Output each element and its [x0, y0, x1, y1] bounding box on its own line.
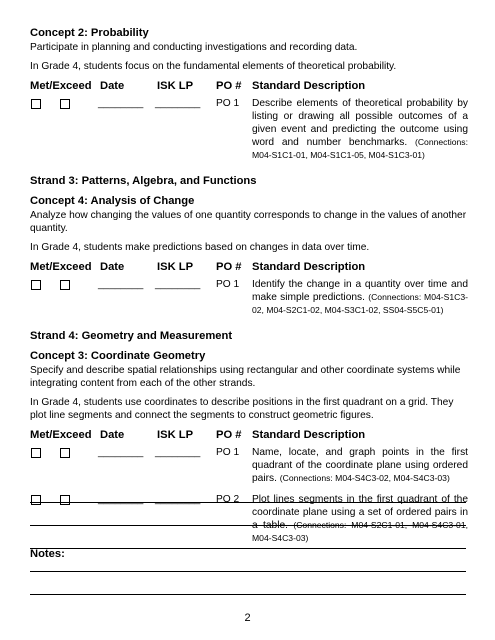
exceed-checkbox[interactable] [60, 448, 70, 458]
date-blank[interactable]: ________ [98, 279, 144, 290]
notes-line[interactable] [30, 594, 466, 595]
concept-2-grade-note: In Grade 4, students focus on the fundamental elements of theoretical probability. [30, 61, 397, 72]
col-standard-description: Standard Description [252, 261, 366, 273]
notes-line[interactable] [30, 548, 466, 549]
col-isk-lp: ISK LP [157, 80, 194, 92]
met-checkbox[interactable] [31, 448, 41, 458]
concept-3-description: Specify and describe spatial relationships using rectangular and other coordinate systems while integrating content from each of the other strands. [30, 365, 461, 389]
col-standard-description: Standard Description [252, 80, 366, 92]
date-blank[interactable]: ________ [98, 447, 144, 458]
concept-4-grade-note: In Grade 4, students make predictions based on changes in data over time. [30, 242, 370, 253]
notes-line[interactable] [30, 525, 466, 526]
connections: (Connections: M04-S4C3-02, M04-S4C3-03) [279, 473, 450, 483]
standard-row [30, 97, 468, 162]
met-checkbox[interactable] [31, 280, 41, 290]
col-isk-lp: ISK LP [157, 261, 194, 273]
isk-lp-blank[interactable]: ________ [155, 494, 201, 505]
standard-text: Identify the change in a quantity over time and make simple predictions. [252, 279, 468, 303]
standard-row [30, 278, 468, 317]
col-date: Date [100, 261, 125, 273]
standard-row [30, 493, 468, 545]
col-met-exceed: Met/Exceed [30, 261, 92, 273]
col-standard-description: Standard Description [252, 429, 366, 441]
standard-description [252, 97, 468, 162]
po-number: PO 1 [216, 279, 240, 290]
concept-2-title: Concept 2: Probability [30, 27, 149, 39]
isk-lp-blank[interactable]: ________ [155, 98, 201, 109]
col-met-exceed: Met/Exceed [30, 429, 92, 441]
exceed-checkbox[interactable] [60, 495, 70, 505]
col-po-number: PO # [216, 261, 242, 273]
connections: (Connections: M04-S2C1-01, M04-S4C3-01, M04-S4C3-03) [252, 520, 468, 543]
exceed-checkbox[interactable] [60, 99, 70, 109]
col-date: Date [100, 429, 125, 441]
standards-page [30, 26, 468, 561]
standard-text: Describe elements of theoretical probability by listing or drawing all possible outcomes of a given event and predicting the outcome using word and number benchmarks. [252, 98, 468, 148]
standard-description [252, 278, 468, 317]
isk-lp-blank[interactable]: ________ [155, 447, 201, 458]
date-blank[interactable]: ________ [98, 494, 144, 505]
col-po-number: PO # [216, 80, 242, 92]
standard-text: Name, locate, and graph points in the first quadrant of the coordinate plane using ordered pairs. [252, 447, 468, 484]
strand-3-title: Strand 3: Patterns, Algebra, and Functions [30, 175, 257, 187]
po-number: PO 1 [216, 98, 240, 109]
notes-line[interactable] [30, 502, 466, 503]
notes-label: Notes: [30, 548, 65, 560]
col-po-number: PO # [216, 429, 242, 441]
met-checkbox[interactable] [31, 99, 41, 109]
date-blank[interactable]: ________ [98, 98, 144, 109]
page-number: 2 [244, 612, 251, 624]
exceed-checkbox[interactable] [60, 280, 70, 290]
connections: (Connections: M04-S1C1-01, M04-S1C1-05, M04-S1C3-01) [252, 137, 468, 160]
column-header-row [30, 79, 468, 94]
col-met-exceed: Met/Exceed [30, 80, 92, 92]
notes-line[interactable] [30, 571, 466, 572]
standard-description [252, 493, 468, 545]
concept-4-title: Concept 4: Analysis of Change [30, 195, 195, 207]
concept-2-description: Participate in planning and conducting investigations and recording data. [30, 42, 358, 53]
col-date: Date [100, 80, 125, 92]
po-number: PO 1 [216, 447, 240, 458]
concept-3-title: Concept 3: Coordinate Geometry [30, 350, 206, 362]
isk-lp-blank[interactable]: ________ [155, 279, 201, 290]
met-checkbox[interactable] [31, 495, 41, 505]
col-isk-lp: ISK LP [157, 429, 194, 441]
column-header-row [30, 428, 468, 443]
po-number: PO 2 [216, 494, 240, 505]
connections: (Connections: M04-S1C3-02, M04-S2C1-02, M04-S3C1-02, SS04-S5C5-01) [252, 292, 468, 315]
strand-4-title: Strand 4: Geometry and Measurement [30, 330, 233, 342]
standard-text: Plot lines segments in the first quadrant of the coordinate plane using a set of ordered pairs in a table. [252, 494, 468, 531]
concept-4-description: Analyze how changing the values of one quantity corresponds to change in the values of another quantity. [30, 210, 467, 234]
standard-row [30, 446, 468, 485]
concept-3-grade-note: In Grade 4, students use coordinates to describe positions in the first quadrant on a grid. They plot line segments and connect the segments to construct geometric figures. [30, 397, 454, 421]
standard-description [252, 446, 468, 485]
column-header-row [30, 260, 468, 275]
